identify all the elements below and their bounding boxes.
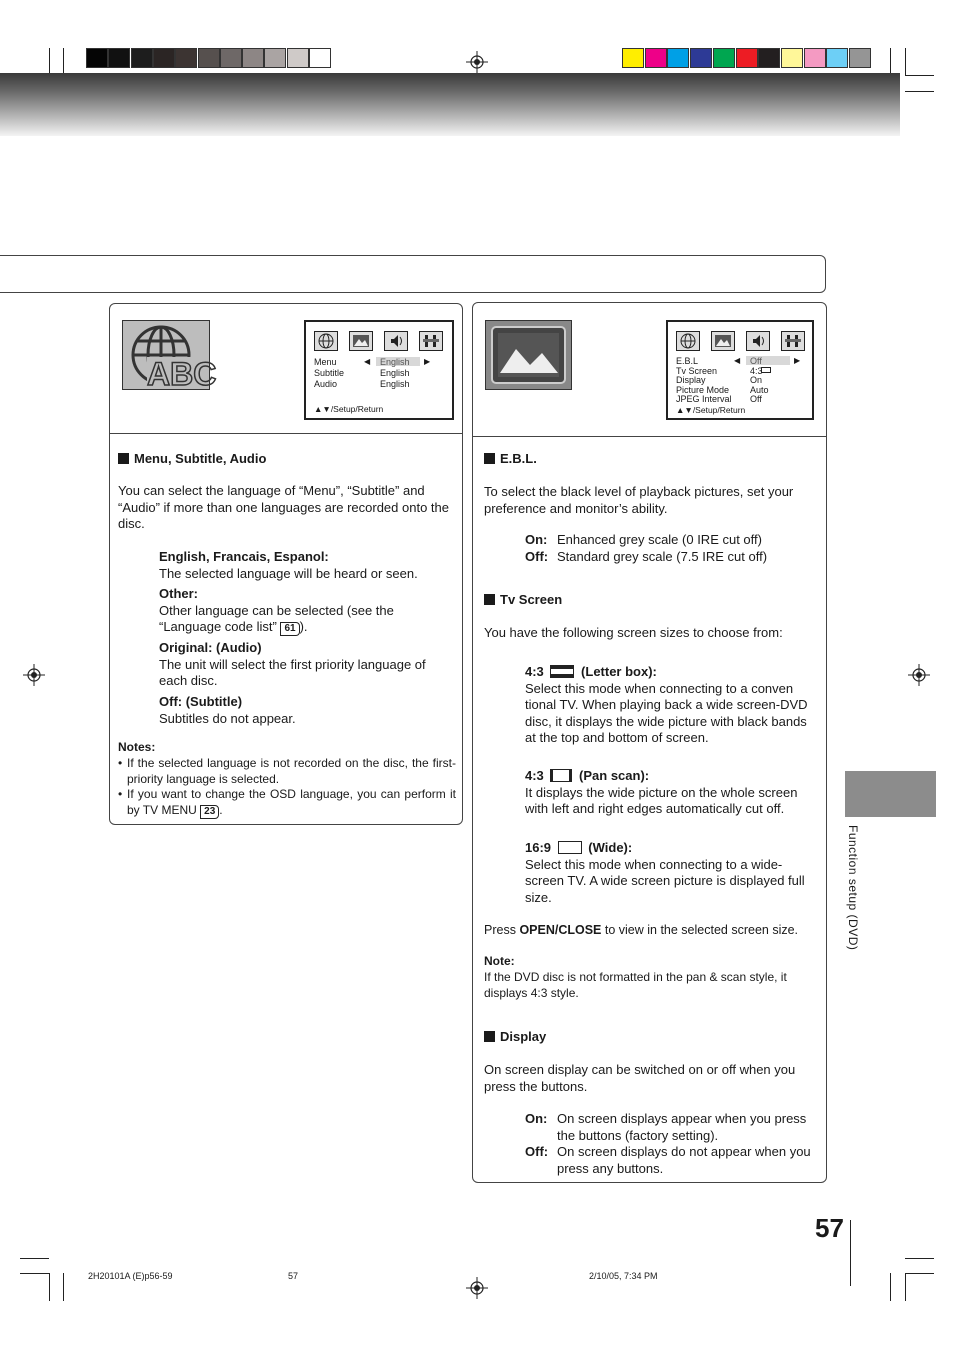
gray-swatch <box>264 48 286 68</box>
right-arrow-icon[interactable]: ▶ <box>424 357 431 366</box>
tv-intro: You have the following screen sizes to choose from: <box>484 625 783 640</box>
color-swatch <box>758 48 780 68</box>
option-term: Other: <box>159 586 198 601</box>
tv-screen-heading <box>484 592 562 608</box>
left-arrow-icon[interactable]: ◀ <box>734 356 741 365</box>
option-name: (Pan scan): <box>579 768 650 783</box>
ebl-off-option <box>525 549 820 566</box>
option-desc: It displays the wide picture on the whole screen with left and right edges automatically cut off. <box>525 784 798 816</box>
note-end: . <box>219 802 223 817</box>
panscan-option <box>525 768 820 818</box>
osd-row-value[interactable]: 4:3 <box>750 365 763 376</box>
option-desc-end: ). <box>299 619 308 634</box>
option-name: (Letter box): <box>581 664 657 679</box>
picture-icon <box>349 331 373 351</box>
option-desc: Standard grey scale (7.5 IRE cut off) <box>557 549 768 564</box>
picture-osd-screen <box>666 320 814 420</box>
option-desc: On screen displays appear when you press the buttons (factory setting). <box>557 1111 807 1143</box>
gray-swatch <box>108 48 130 68</box>
section-title-bar <box>0 255 826 293</box>
gray-swatch <box>86 48 108 68</box>
note-text: If the selected language is not recorded on the disc, the first-priority language is selected. <box>127 756 456 786</box>
wide-screen-icon <box>558 841 582 854</box>
osd-row-value[interactable]: On <box>750 375 763 385</box>
note-text: If you want to change the OSD language, you can perform it by TV MENU <box>127 787 456 817</box>
option-desc: The selected language will be heard or seen. <box>159 565 418 581</box>
section-heading <box>118 451 266 467</box>
tv-note: If the DVD disc is not formatted in the pan & scan style, it displays 4:3 style. <box>484 970 787 1000</box>
registration-mark-right <box>908 664 930 686</box>
gray-swatch <box>309 48 331 68</box>
press-post: to view in the selected screen size. <box>601 923 799 937</box>
display-on-option <box>525 1111 821 1144</box>
osd-row-label: E.B.L <box>676 356 699 366</box>
gray-swatch <box>242 48 264 68</box>
press-instruction <box>484 922 824 939</box>
note-item <box>118 787 456 819</box>
language-option <box>159 694 454 727</box>
display-off-option <box>525 1144 821 1177</box>
osd-row-label: Menu <box>314 357 337 367</box>
osd-row-value[interactable]: English <box>380 357 410 367</box>
registration-mark-left <box>23 664 45 686</box>
gray-swatch <box>131 48 153 68</box>
header-band <box>0 73 900 136</box>
heading-text: Menu, Subtitle, Audio <box>134 451 267 466</box>
side-tab-label: Function setup (DVD) <box>846 825 860 951</box>
bullet-icon: • <box>118 787 123 801</box>
gray-swatch <box>287 48 309 68</box>
footer-left: 2H20101A (E)p56-59 <box>88 1271 173 1281</box>
color-swatch <box>713 48 735 68</box>
option-term: Original: (Audio) <box>159 640 262 655</box>
picture-icon <box>711 331 735 351</box>
panscan-screen-icon <box>550 769 572 782</box>
ebl-intro: To select the black level of playback pictures, set your preference and monitor’s ability. <box>484 484 794 516</box>
language-panel <box>109 303 463 825</box>
option-term: Off: (Subtitle) <box>159 694 243 709</box>
wide-option <box>525 840 820 906</box>
color-swatch <box>804 48 826 68</box>
osd-row-label: Display <box>676 375 706 385</box>
tools-icon <box>419 331 443 351</box>
option-desc: Select this mode when connecting to a wide-screen TV. A wide screen picture is displayed full size. <box>525 856 805 905</box>
picture-panel <box>472 302 827 1183</box>
heading-text: Display <box>500 1029 547 1044</box>
letterbox-screen-icon <box>550 665 574 678</box>
page-number: 57 <box>815 1213 844 1243</box>
page-number-rule <box>850 1220 851 1286</box>
osd-row-value[interactable]: English <box>380 368 410 378</box>
heading-text: Tv Screen <box>500 592 563 607</box>
color-swatch <box>667 48 689 68</box>
color-swatch <box>849 48 871 68</box>
color-swatch <box>645 48 667 68</box>
picture-large-icon <box>485 320 572 390</box>
color-swatch <box>736 48 758 68</box>
color-swatch <box>622 48 644 68</box>
option-name: (Wide): <box>588 840 633 855</box>
language-option <box>159 640 454 690</box>
language-option <box>159 549 454 582</box>
osd-nav-hint: ▲▼/Setup/Return <box>314 404 384 414</box>
letterbox-option <box>525 664 820 747</box>
osd-row-value[interactable]: Off <box>750 356 762 366</box>
option-desc: On screen displays do not appear when you press any buttons. <box>557 1144 811 1176</box>
footer-right: 2/10/05, 7:34 PM <box>589 1271 658 1281</box>
osd-row-label: Tv Screen <box>676 365 718 376</box>
svg-text:ABC: ABC <box>147 356 217 392</box>
color-swatch <box>690 48 712 68</box>
press-pre: Press <box>484 923 520 937</box>
language-abc-icon <box>122 320 217 392</box>
bullet-icon: • <box>118 756 123 770</box>
tools-icon <box>781 331 805 351</box>
ebl-heading <box>484 451 537 467</box>
osd-row-value[interactable]: English <box>380 379 410 389</box>
speaker-icon <box>384 331 408 351</box>
option-desc: Other language can be selected (see the “Language code list” <box>159 602 394 634</box>
option-label: On: <box>525 1111 548 1126</box>
osd-row-label: Audio <box>314 379 338 389</box>
gray-swatch <box>175 48 197 68</box>
page-ref-badge[interactable]: 23 <box>200 805 219 819</box>
option-ratio: 4:3 <box>525 768 544 783</box>
option-label: On: <box>525 532 548 547</box>
tv-note-title: Note: <box>484 954 515 968</box>
page-ref-badge[interactable]: 61 <box>280 622 299 636</box>
option-desc: Select this mode when connecting to a conven tional TV. When playing back a wide screen-DVD disc, it displays the wide picture with black bands at the top and bottom of screen. <box>525 680 808 745</box>
osd-row-label: JPEG Interval <box>676 394 732 404</box>
screen-ratio-icon <box>761 367 771 373</box>
option-desc: The unit will select the first priority language of each disc. <box>159 656 426 688</box>
registration-mark-top <box>466 51 488 73</box>
osd-row-value[interactable]: Off <box>750 394 762 404</box>
color-swatch <box>781 48 803 68</box>
osd-row-label: Picture Mode <box>676 384 730 395</box>
notes-title: Notes: <box>118 740 156 754</box>
option-label: Off: <box>525 549 549 564</box>
ebl-on-option <box>525 532 820 549</box>
gray-swatch <box>220 48 242 68</box>
gray-swatch <box>198 48 220 68</box>
language-option <box>159 586 454 636</box>
right-arrow-icon[interactable]: ▶ <box>794 356 801 365</box>
heading-text: E.B.L. <box>500 451 537 466</box>
option-desc: Enhanced grey scale (0 IRE cut off) <box>557 532 762 547</box>
globe-icon <box>314 331 338 351</box>
option-label: Off: <box>525 1144 549 1159</box>
osd-nav-hint: ▲▼/Setup/Return <box>676 405 746 415</box>
left-arrow-icon[interactable]: ◀ <box>364 357 371 366</box>
intro-text: You can select the language of “Menu”, “Subtitle” and “Audio” if more than one languages are recorded onto the disc. <box>118 483 449 531</box>
osd-row-value[interactable]: Auto <box>750 384 769 395</box>
note-item <box>118 756 456 787</box>
footer-center: 57 <box>288 1271 299 1281</box>
registration-mark-bottom <box>466 1277 488 1299</box>
display-heading <box>484 1029 546 1045</box>
osd-row-label: Subtitle <box>314 368 345 378</box>
gray-swatch <box>153 48 175 68</box>
option-ratio: 16:9 <box>525 840 552 855</box>
language-osd-screen <box>304 320 454 420</box>
option-ratio: 4:3 <box>525 664 544 679</box>
option-term: English, Francais, Espanol: <box>159 549 329 564</box>
open-close-key: OPEN/CLOSE <box>519 923 602 937</box>
side-tab <box>845 771 936 817</box>
color-swatch <box>826 48 848 68</box>
globe-icon <box>676 331 700 351</box>
option-desc: Subtitles do not appear. <box>159 710 296 726</box>
speaker-icon <box>746 331 770 351</box>
display-intro: On screen display can be switched on or off when you press the buttons. <box>484 1062 796 1094</box>
